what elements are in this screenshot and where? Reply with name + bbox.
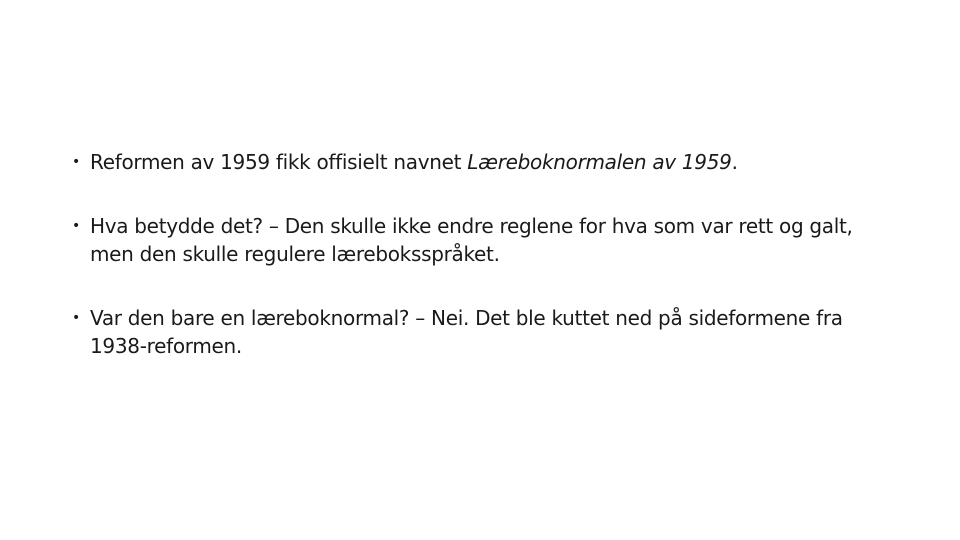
bullet-marker: • (72, 310, 80, 326)
bullet-text-end: . (731, 150, 738, 174)
bullet-text: Hva betydde det? – Den skulle ikke endre reglene for hva som var rett og galt, men den skulle regulere læreboksspråket. (90, 214, 853, 266)
bullet-marker: • (72, 154, 80, 170)
bullet-item-meaning (72, 212, 902, 268)
bullet-list (72, 148, 902, 360)
bullet-item-reform-name (72, 148, 902, 176)
bullet-item-norm-question (72, 304, 902, 360)
bullet-marker: • (72, 218, 80, 234)
bullet-emphasis-text: Læreboknormalen av 1959 (467, 150, 732, 174)
bullet-text: Var den bare en læreboknormal? – Nei. Det ble kuttet ned på sideformene fra 1938-reformen. (90, 306, 843, 358)
bullet-text: Reformen av 1959 fikk offisielt navnet (90, 150, 468, 174)
